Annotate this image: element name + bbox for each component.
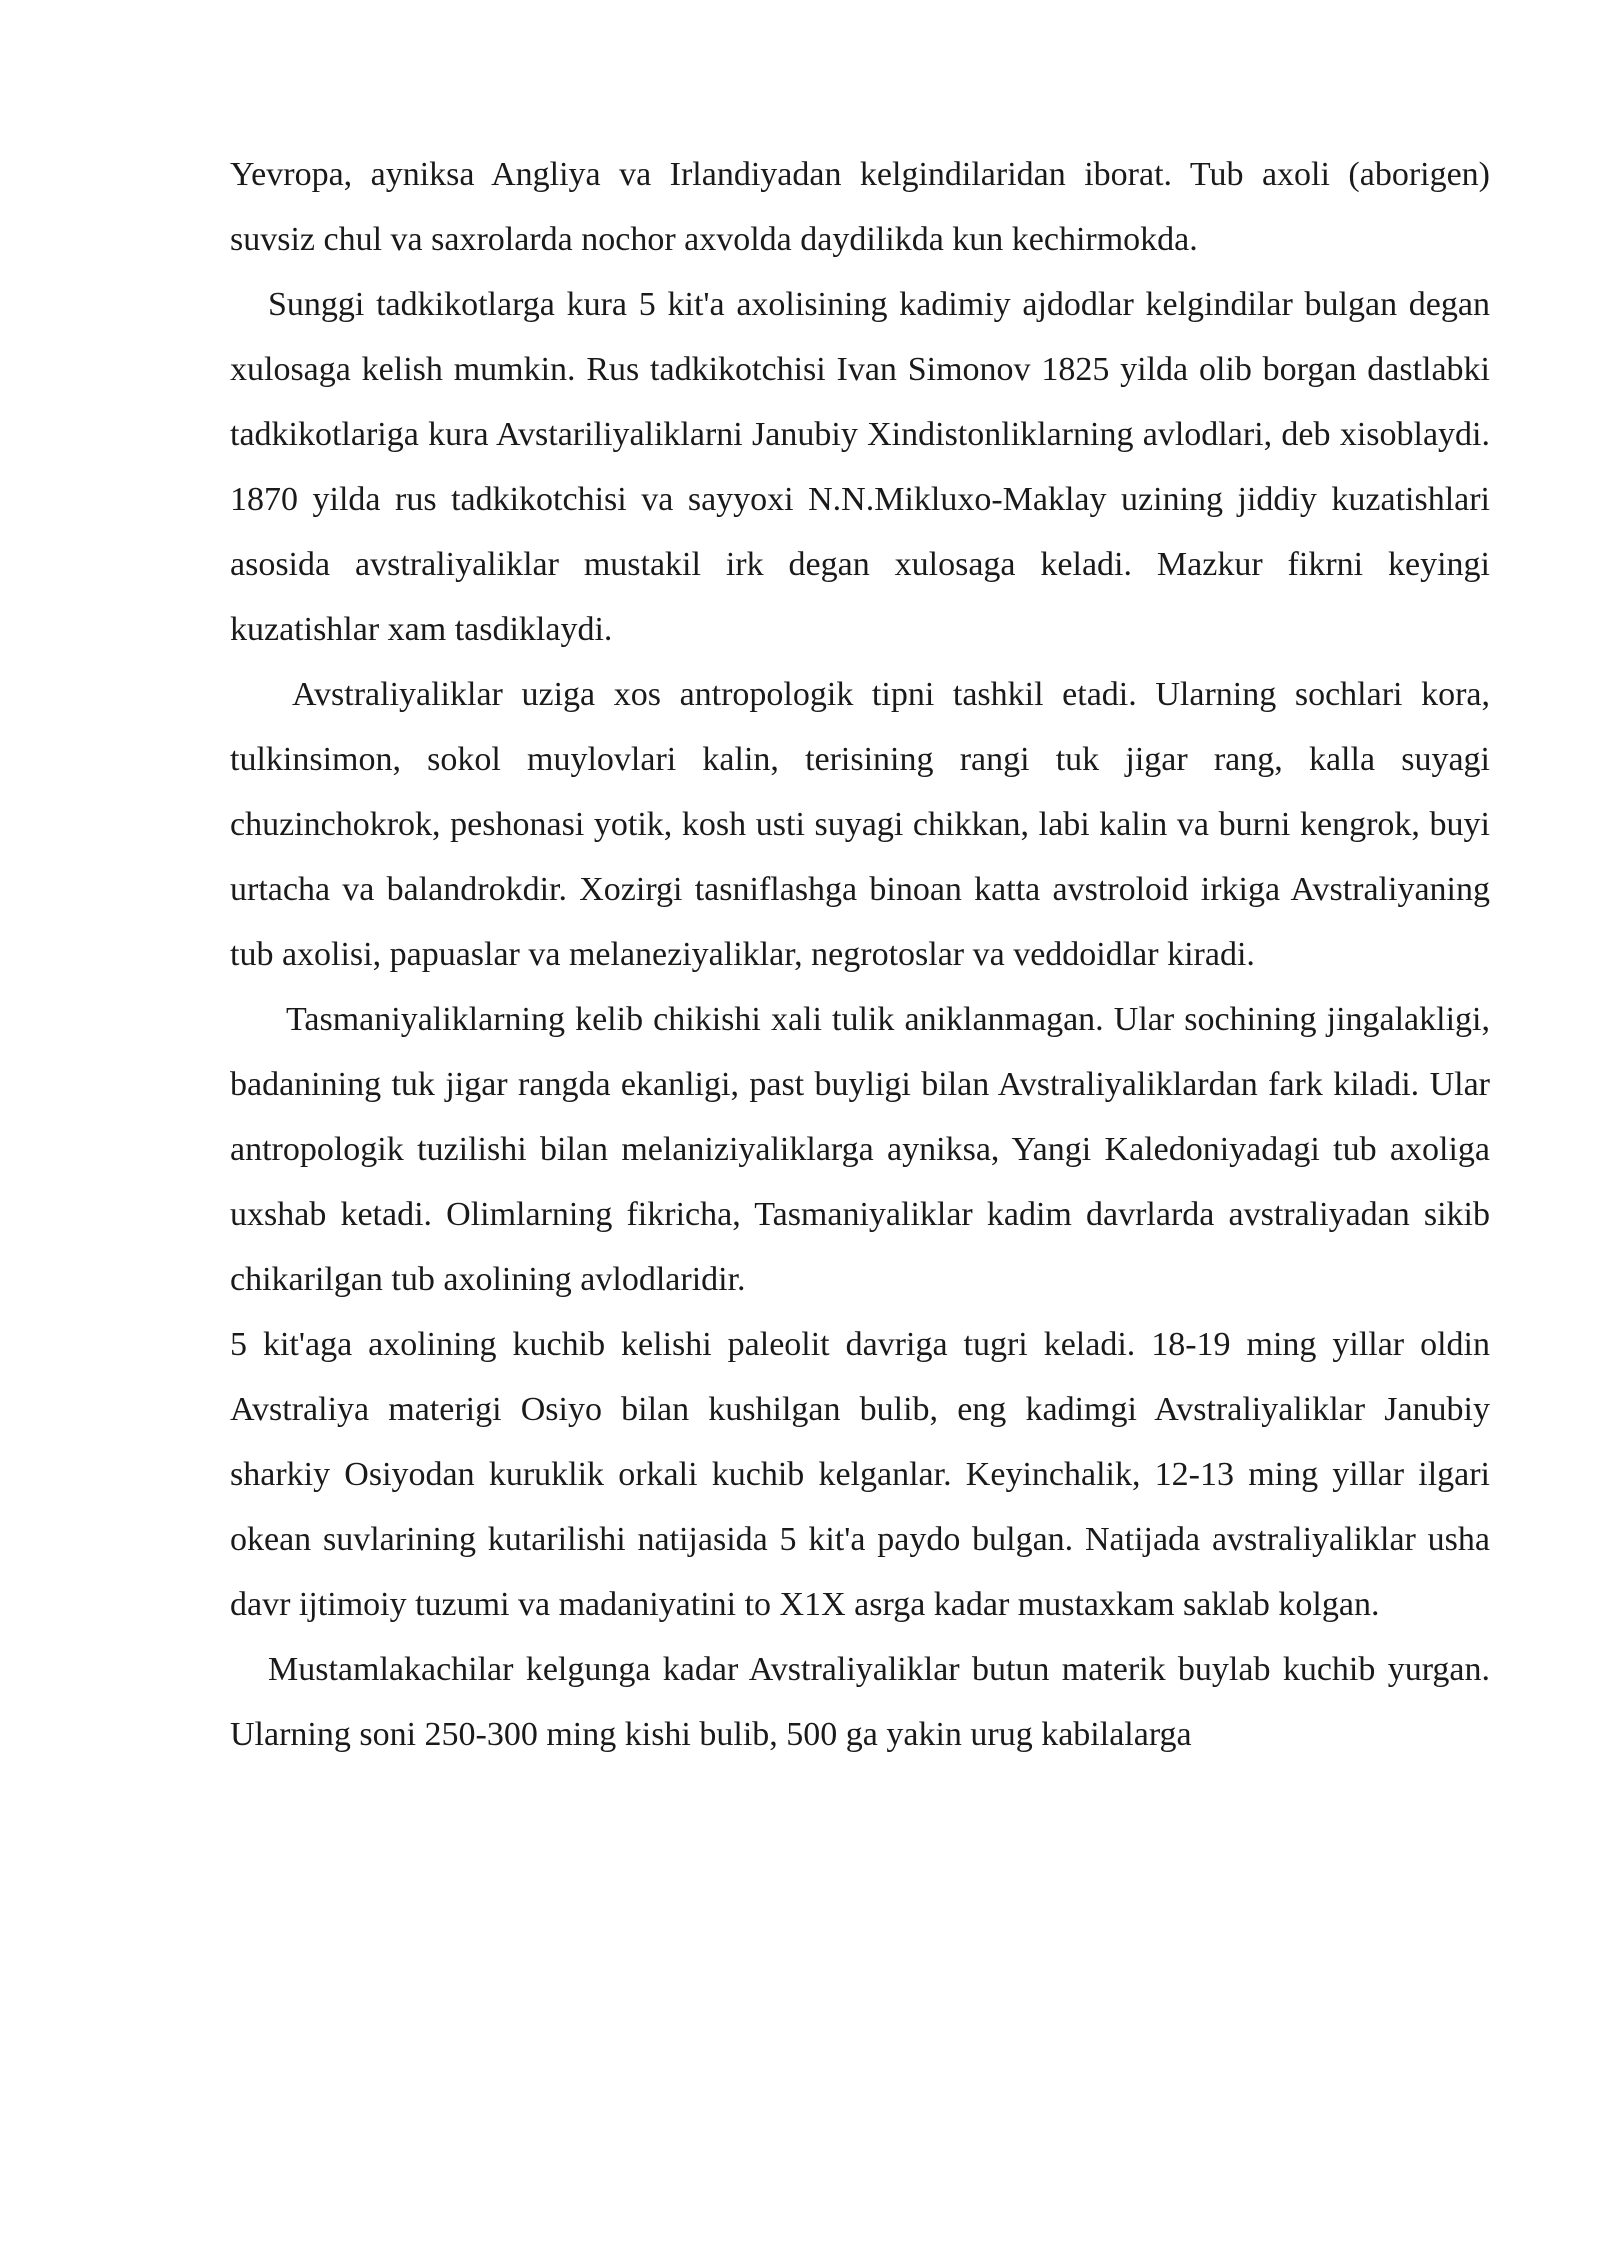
paragraph-5: 5 kit'aga axolining kuchib kelishi paleolit davriga tugri keladi. 18-19 ming yillar oldin Avstraliya materigi Osiyo bilan kushilgan bulib, eng kadimgi Avstraliyaliklar Janubiy sharkiy Osiyodan kuruklik orkali kuchib kelganlar. Keyinchalik, 12-13 ming yillar ilgari okean suvlarining kutarilishi natijasida 5 kit'a paydo bulgan. Natijada avstraliyaliklar usha davr ijtimoiy tuzumi va madaniyatini to X1X asrga kadar mustaxkam saklab kolgan. xyxy=(230,1326,1490,1623)
paragraph-3: Avstraliyaliklar uziga xos antropologik tipni tashkil etadi. Ularning sochlari kora, tulkinsimon, sokol muylovlari kalin, terisining rangi tuk jigar rang, kalla suyagi chuzinchokrok, peshonasi yotik, kosh usti suyagi chikkan, labi kalin va burni kengrok, buyi urtacha va balandrokdir. Xozirgi tasniflashga binoan katta avstroloid irkiga Avstraliyaning tub axolisi, papuaslar va melaneziyaliklar, negrotoslar va veddoidlar kiradi. xyxy=(230,676,1490,973)
paragraph-4: Tasmaniyaliklarning kelib chikishi xali tulik aniklanmagan. Ular sochining jingalakligi, badanining tuk jigar rangda ekanligi, past buyligi bilan Avstraliyaliklardan fark kiladi. Ular antropologik tuzilishi bilan melaniziyaliklarga ayniksa, Yangi Kaledoniyadagi tub axoliga uxshab ketadi. Olimlarning fikricha, Tasmaniyaliklar kadim davrlarda avstraliyadan sikib chikarilgan tub axolining avlodlaridir. xyxy=(230,1001,1490,1298)
paragraph-1: Yevropa, ayniksa Angliya va Irlandiyadan kelgindilaridan iborat. Tub axoli (aborigen) suvsiz chul va saxrolarda nochor axvolda daydilikda kun kechirmokda. xyxy=(230,156,1490,258)
document-page xyxy=(230,142,1490,1767)
paragraph-2: Sunggi tadkikotlarga kura 5 kit'a axolisining kadimiy ajdodlar kelgindilar bulgan degan xulosaga kelish mumkin. Rus tadkikotchisi Ivan Simonov 1825 yilda olib borgan dastlabki tadkikotlariga kura Avstariliyaliklarni Janubiy Xindistonliklarning avlodlari, deb xisoblaydi. 1870 yilda rus tadkikotchisi va sayyoxi N.N.Mikluxo-Maklay uzining jiddiy kuzatishlari asosida avstraliyaliklar mustakil irk degan xulosaga keladi. Mazkur fikrni keyingi kuzatishlar xam tasdiklaydi. xyxy=(230,286,1490,648)
paragraph-6: Mustamlakachilar kelgunga kadar Avstraliyaliklar butun materik buylab kuchib yurgan. Ularning soni 250-300 ming kishi bulib, 500 ga yakin urug kabilalarga xyxy=(230,1651,1490,1753)
